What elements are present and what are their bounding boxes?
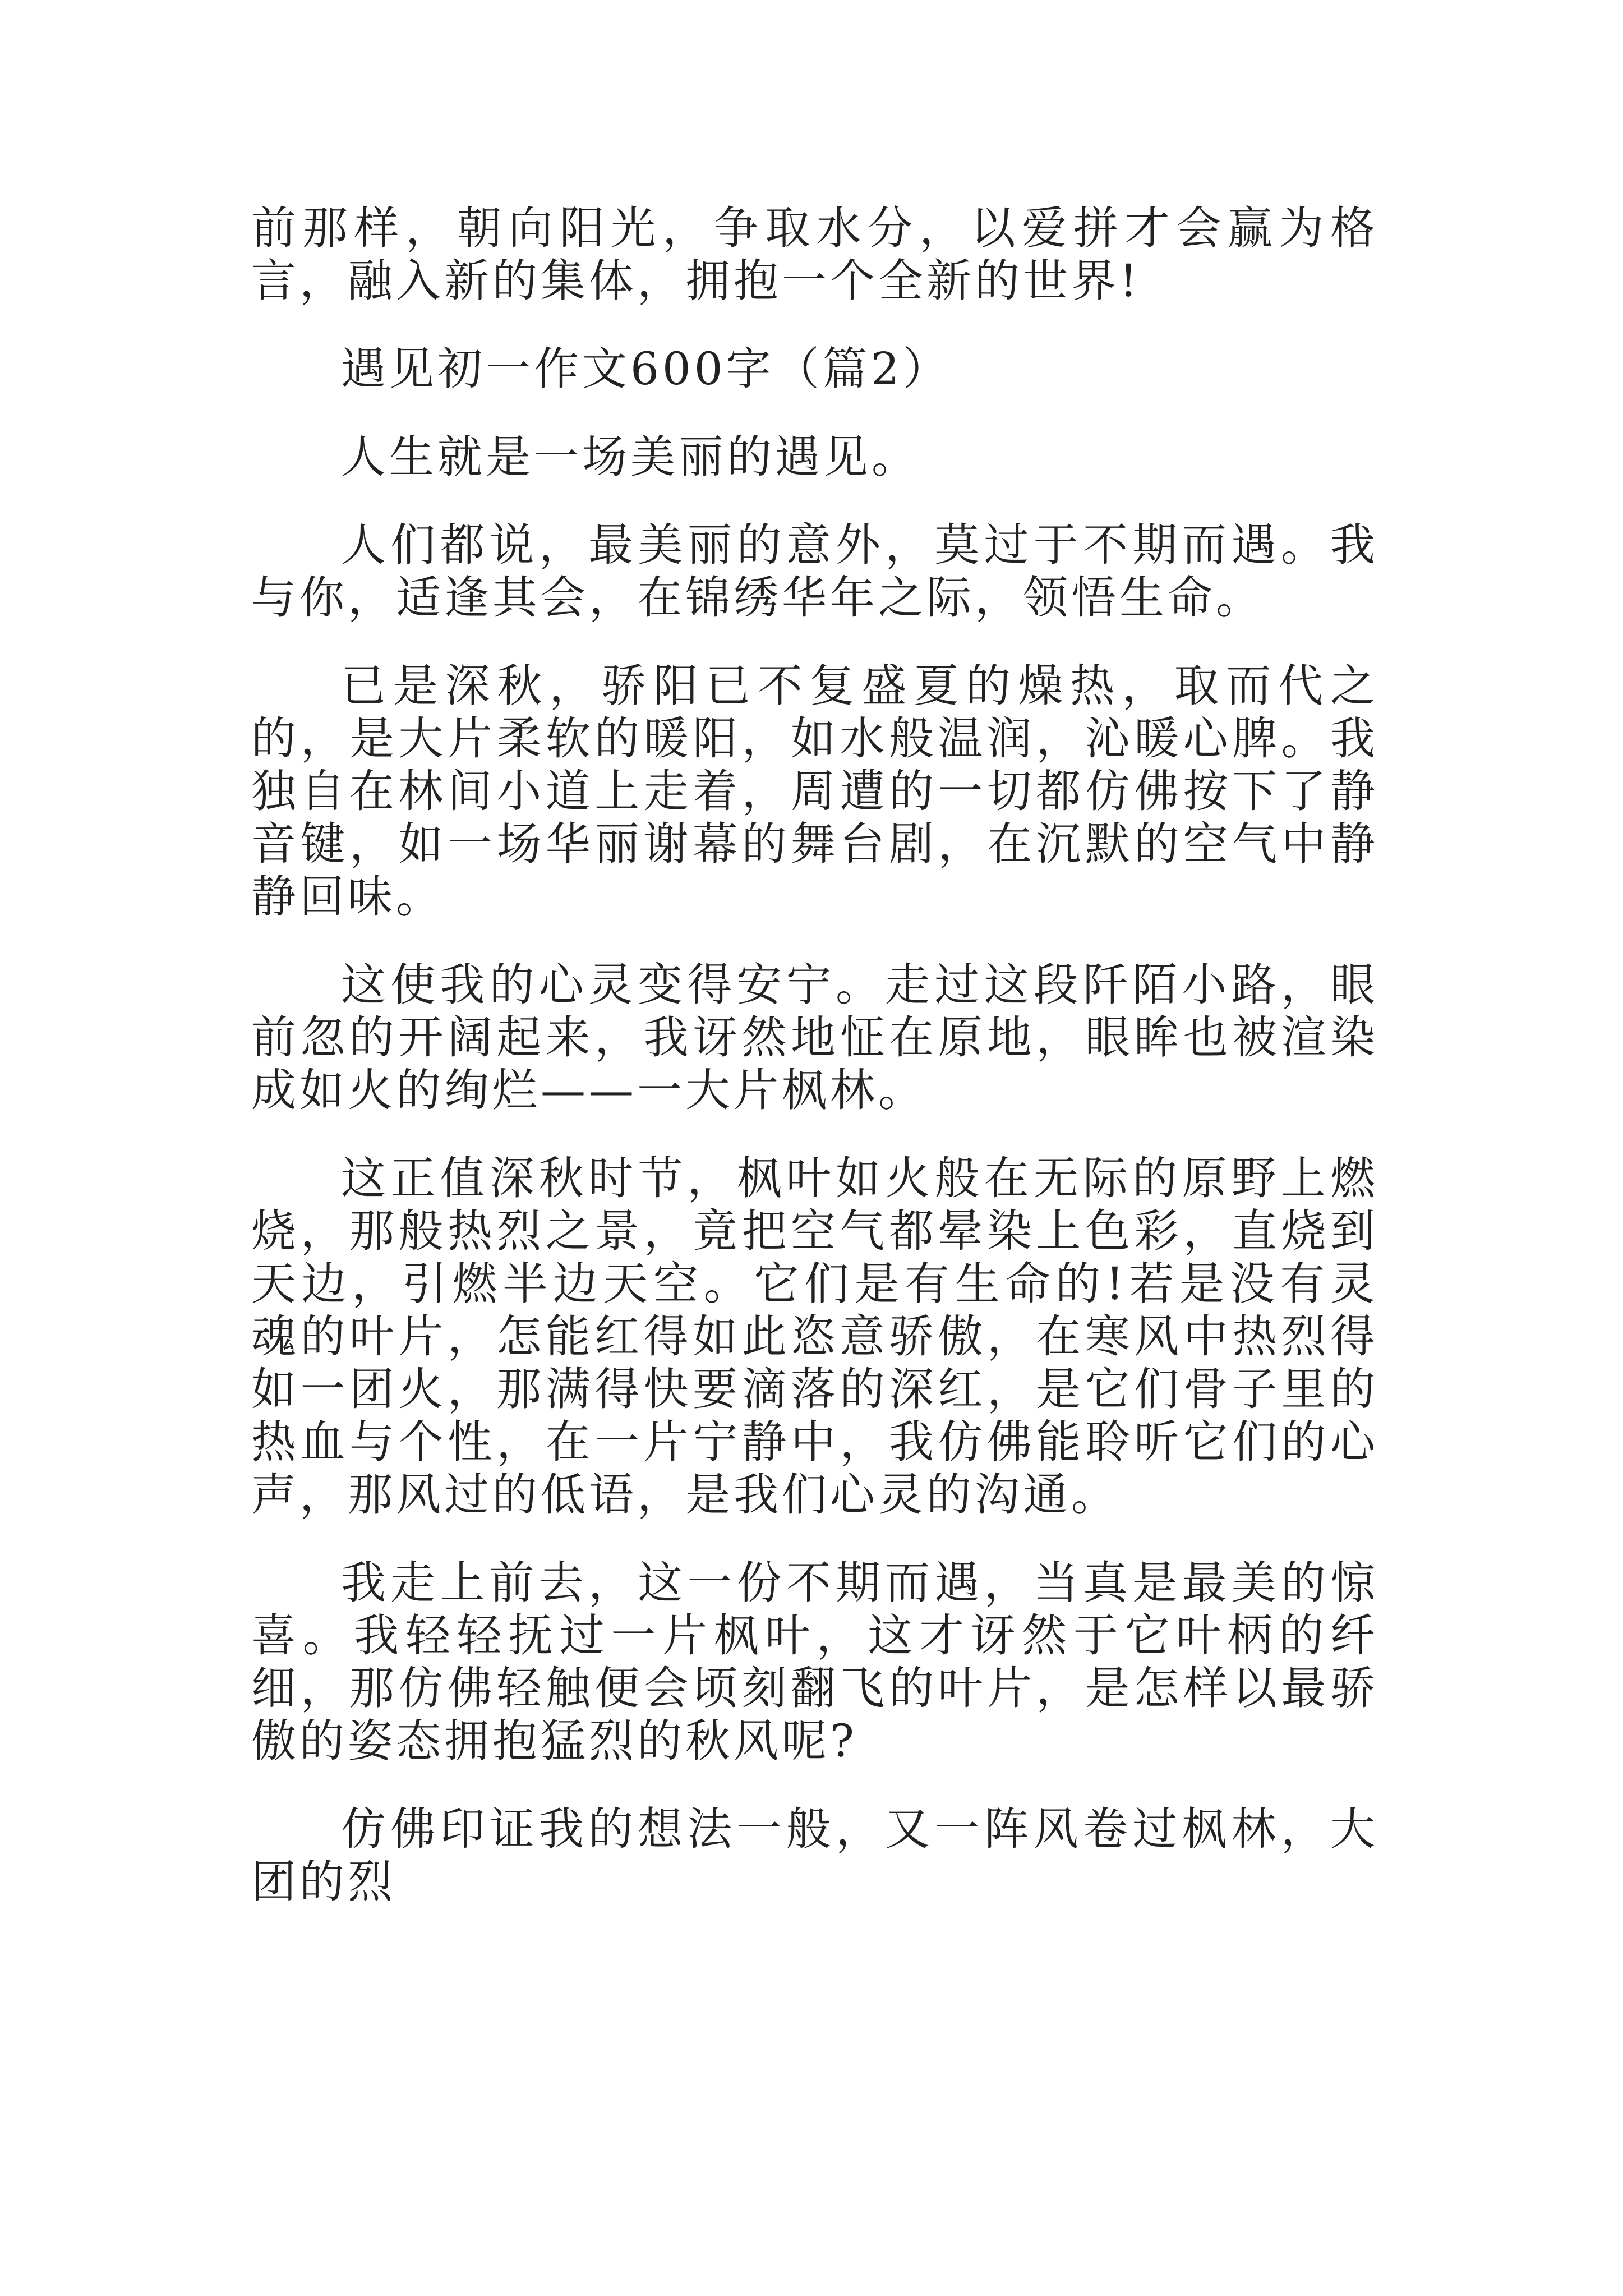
paragraph: 仿佛印证我的想法一般，又一阵风卷过枫林，大团的烈 xyxy=(251,1803,1378,1908)
paragraph: 人们都说，最美丽的意外，莫过于不期而遇。我与你，适逢其会，在锦绣华年之际，领悟生命。 xyxy=(251,519,1378,624)
paragraph: 我走上前去，这一份不期而遇，当真是最美的惊喜。我轻轻抚过一片枫叶，这才讶然于它叶柄的纤细，那仿佛轻触便会顷刻翻飞的叶片，是怎样以最骄傲的姿态拥抱猛烈的秋风呢? xyxy=(251,1557,1378,1767)
paragraph-continuation: 前那样，朝向阳光，争取水分，以爱拼才会赢为格言，融入新的集体，拥抱一个全新的世界! xyxy=(251,202,1378,307)
paragraph: 这正值深秋时节，枫叶如火般在无际的原野上燃烧，那般热烈之景，竟把空气都晕染上色彩，直烧到天边，引燃半边天空。它们是有生命的!若是没有灵魂的叶片，怎能红得如此恣意骄傲，在寒风中热烈得如一团火，那满得快要滴落的深红，是它们骨子里的热血与个性，在一片宁静中，我仿佛能聆听它们的心声，那风过的低语，是我们心灵的沟通。 xyxy=(251,1152,1378,1521)
body-text xyxy=(251,202,1378,1944)
paragraph: 人生就是一场美丽的遇见。 xyxy=(341,431,920,483)
paragraph: 这使我的心灵变得安宁。走过这段阡陌小路，眼前忽的开阔起来，我讶然地怔在原地，眼眸也被渲染成如火的绚烂——一大片枫林。 xyxy=(251,959,1378,1116)
paragraph: 已是深秋，骄阳已不复盛夏的燥热，取而代之的，是大片柔软的暖阳，如水般温润，沁暖心脾。我独自在林间小道上走着，周遭的一切都仿佛按下了静音键，如一场华丽谢幕的舞台剧，在沉默的空气中静静回味。 xyxy=(251,660,1378,923)
section-heading: 遇见初一作文600字（篇2） xyxy=(341,343,951,395)
